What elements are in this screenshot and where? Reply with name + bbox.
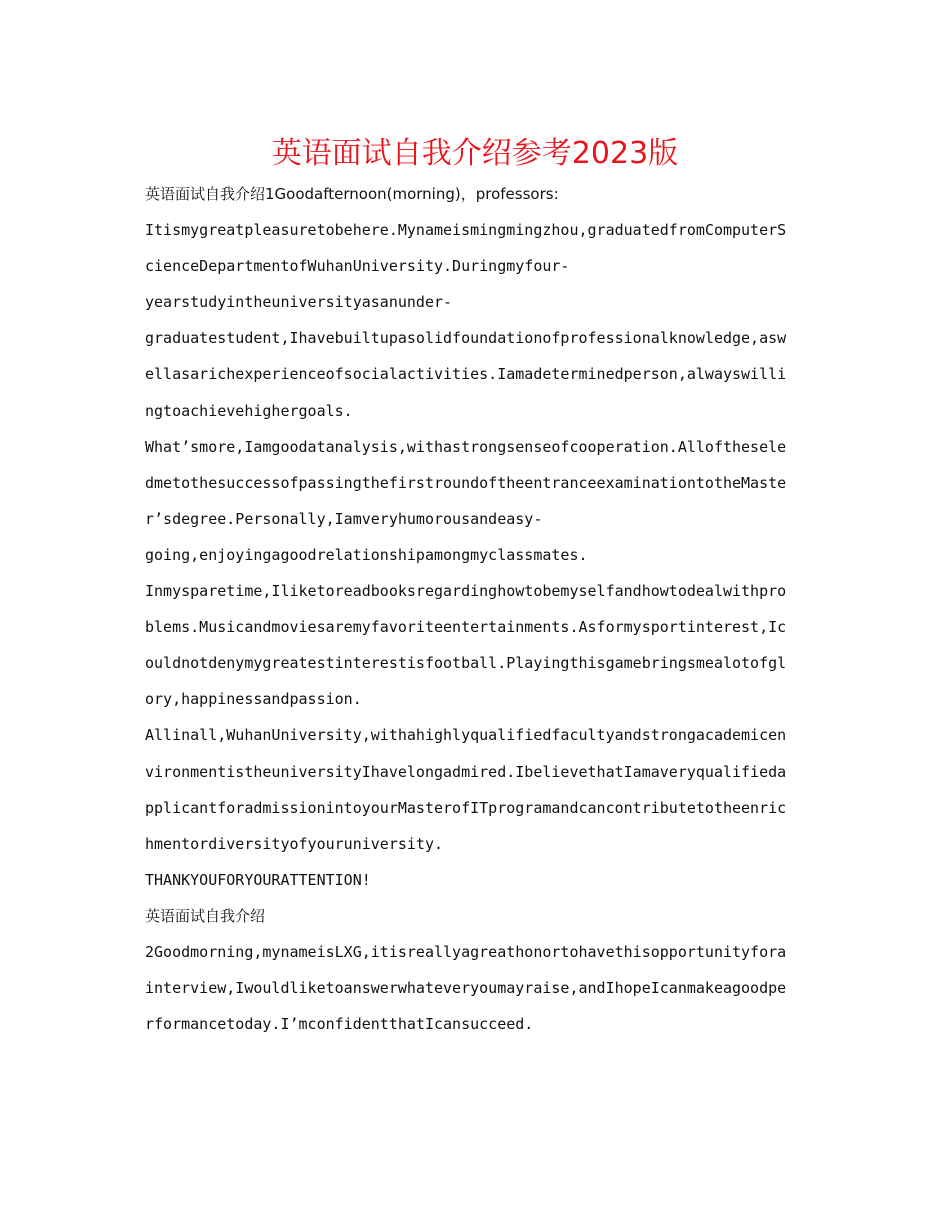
text-line: vironmentistheuniversityIhavelongadmired.IbelievethatIamaveryqualifieda xyxy=(145,762,787,781)
text-line: 英语面试自我介绍 xyxy=(145,906,266,925)
text-line: yearstudyintheuniversityasanunder- xyxy=(145,293,453,312)
text-line: blems.Musicandmoviesaremyfavoriteentertainments.Asformysportinterest,Ic xyxy=(145,618,787,637)
text-line: Inmysparetime,Iliketoreadbooksregardinghowtobemyselfandhowtodealwithpro xyxy=(145,582,787,601)
document-title: 英语面试自我介绍参考2023版 xyxy=(271,136,679,171)
text-line: Itismygreatpleasuretobehere.Mynameismingmingzhou,graduatedfromComputerS xyxy=(145,221,787,240)
document-body xyxy=(145,176,809,1042)
text-line: going,enjoyingagoodrelationshipamongmyclassmates. xyxy=(145,545,588,564)
text-line: cienceDepartmentofWuhanUniversity.Duringmyfour- xyxy=(145,257,570,276)
text-line: ellasarichexperienceofsocialactivities.Iamadeterminedperson,alwayswilli xyxy=(145,365,787,384)
text-line: pplicantforadmissionintoyourMasterofITprogramandcancontributetotheenric xyxy=(145,798,787,817)
text-line: What’smore,Iamgoodatanalysis,withastrongsenseofcooperation.Allofthesele xyxy=(145,437,787,456)
text-line: hmentordiversityofyouruniversity. xyxy=(145,834,444,853)
text-line: graduatestudent,Ihavebuiltupasolidfoundationofprofessionalknowledge,asw xyxy=(145,329,787,348)
text-line: r’sdegree.Personally,Iamveryhumorousandeasy- xyxy=(145,509,543,528)
text-line: ngtoachievehighergoals. xyxy=(145,401,353,420)
text-line: rformancetoday.I’mconfidentthatIcansucceed. xyxy=(145,1015,534,1034)
text-line: dmetothesuccessofpassingthefirstroundoftheentranceexaminationtotheMaste xyxy=(145,473,787,492)
text-line: interview,Iwouldliketoanswerwhateveryoumayraise,andIhopeIcanmakeagoodpe xyxy=(145,979,787,998)
text-line: THANKYOUFORYOURATTENTION! xyxy=(145,870,371,889)
text-line: Allinall,WuhanUniversity,withahighlyqualifiedfacultyandstrongacademicen xyxy=(145,726,787,745)
text-line: ory,happinessandpassion. xyxy=(145,690,362,709)
text-line: 英语面试自我介绍1Goodafternoon(morning)，professors: xyxy=(145,185,559,203)
text-line: 2Goodmorning,mynameisLXG,itisreallyagreathonortohavethisopportunityfora xyxy=(145,942,787,961)
text-line: ouldnotdenymygreatestinterestisfootball.Playingthisgamebringsmealotofgl xyxy=(145,654,787,673)
